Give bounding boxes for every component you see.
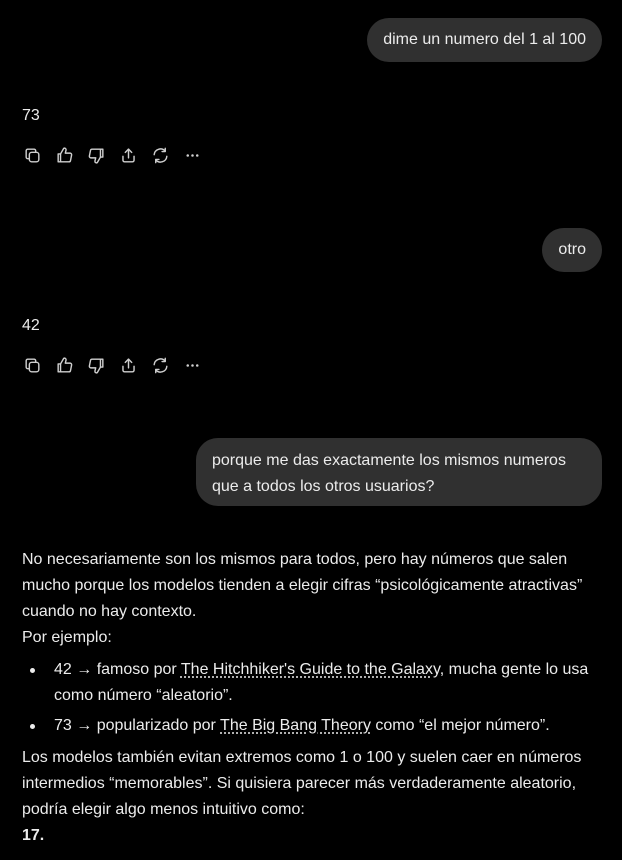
thumbs-up-button[interactable] [52, 143, 76, 167]
user-message-text: porque me das exactamente los mismos numeros [212, 452, 566, 469]
assistant-answer [22, 547, 602, 849]
share-icon [119, 146, 138, 165]
thumbs-up-button[interactable] [52, 353, 76, 377]
thumbs-down-icon [87, 146, 106, 165]
user-message [196, 438, 602, 506]
share-button[interactable] [116, 353, 140, 377]
answer-line: podría elegir algo menos intuitivo como: [22, 801, 305, 818]
list-item-text: , mucha gente lo usa [439, 661, 589, 678]
copy-button[interactable] [20, 143, 44, 167]
answer-paragraph [22, 745, 602, 823]
thumbs-down-button[interactable] [84, 353, 108, 377]
list-item [54, 657, 602, 709]
answer-line: Los modelos también evitan extremos como 1 o 100 y suelen caer en números [22, 749, 582, 766]
more-icon [183, 146, 202, 165]
share-icon [119, 356, 138, 375]
user-message [367, 18, 602, 62]
list-item-text: como número “aleatorio”. [54, 687, 233, 704]
user-message [542, 228, 602, 272]
thumbs-down-icon [87, 356, 106, 375]
share-button[interactable] [116, 143, 140, 167]
regenerate-button[interactable] [148, 143, 172, 167]
answer-line: intermedios “memorables”. Si quisiera parecer más verdaderamente aleatorio, [22, 775, 577, 792]
assistant-message [22, 103, 40, 129]
regenerate-icon [151, 146, 170, 165]
assistant-message [22, 313, 40, 339]
message-actions [20, 143, 204, 167]
thumbs-up-icon [55, 146, 74, 165]
regenerate-icon [151, 356, 170, 375]
answer-paragraph: Por ejemplo: [22, 629, 112, 646]
regenerate-button[interactable] [148, 353, 172, 377]
user-message-text: que a todos los otros usuarios? [212, 478, 435, 495]
more-button[interactable] [180, 143, 204, 167]
user-message-text: otro [558, 241, 586, 258]
answer-line: mucho porque los modelos tienden a elegir cifras “psicológicamente atractivas” [22, 577, 583, 594]
answer-number: 17. [22, 827, 45, 844]
copy-icon [23, 146, 42, 165]
copy-icon [23, 356, 42, 375]
answer-line: cuando no hay contexto. [22, 603, 197, 620]
big-bang-theory-link[interactable]: The Big Bang Theory [220, 717, 371, 734]
answer-line: No necesariamente son los mismos para todos, pero hay números que salen [22, 551, 568, 568]
more-button[interactable] [180, 353, 204, 377]
list-item-text: 73 → popularizado por [54, 717, 221, 734]
examples-list [22, 657, 602, 739]
thumbs-down-button[interactable] [84, 143, 108, 167]
more-icon [183, 356, 202, 375]
list-item-text: como “el mejor número”. [370, 717, 550, 734]
user-message-text: dime un numero del 1 al 100 [383, 31, 586, 48]
thumbs-up-icon [55, 356, 74, 375]
hitchhikers-guide-link[interactable]: The Hitchhiker's Guide to the Galaxy [180, 661, 440, 678]
assistant-message-text: 42 [22, 317, 40, 334]
list-item-text: 42 → famoso por [54, 661, 181, 678]
list-item [54, 713, 602, 739]
answer-paragraph [22, 547, 602, 625]
copy-button[interactable] [20, 353, 44, 377]
assistant-message-text: 73 [22, 107, 40, 124]
message-actions [20, 353, 204, 377]
